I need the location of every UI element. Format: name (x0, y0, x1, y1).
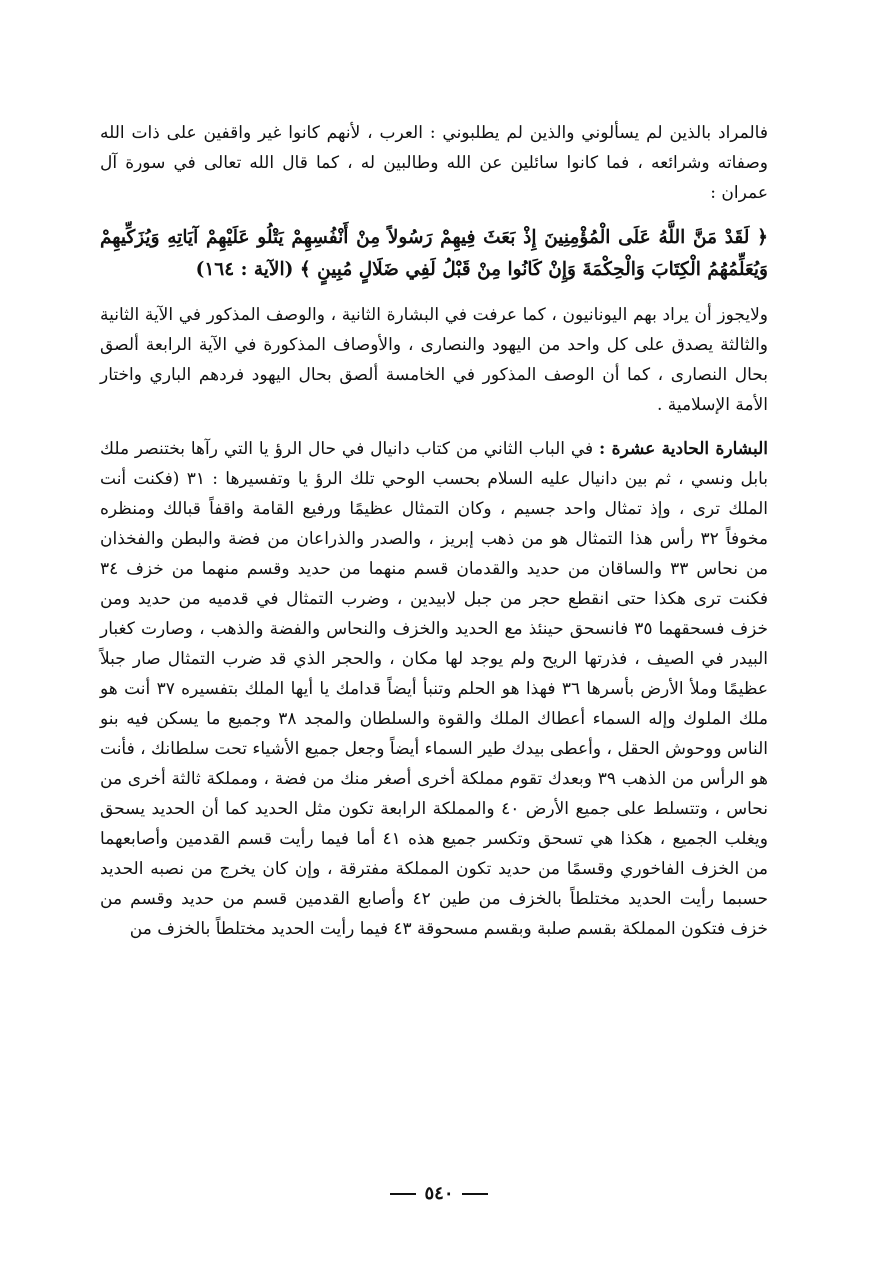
page-footer (0, 1183, 878, 1204)
page-body (100, 118, 768, 944)
verse-reference: (الآية : ١٦٤) (195, 259, 294, 280)
page-number: ٥٤٠ (424, 1183, 454, 1204)
section-body: في الباب الثاني من كتاب دانيال في حال الرؤ يا التي رآها بختنصر ملك بابل ونسي ، ثم بين دانيال عليه السلام بحسب الوحي تلك الرؤ يا وتفسيرها : ٣١ (فكنت أنت الملك ترى ، وإذ تمثال واحد جسيم ، وكان التمثال عظيمًا ورفيع القامة واقفاً قبالك ومنظره مخوفاً ٣٢ رأس هذا التمثال هو من ذهب إبريز ، والصدر والذراعان من فضة والبطن والفخذان من نحاس ٣٣ والساقان من حديد والقدمان قسم منهما من حديد وقسم منهما من خزف ٣٤ فكنت ترى هكذا حتى انقطع حجر من جبل لابيدين ، وضرب التمثال في قدميه من حديد ومن خزف فسحقهما ٣٥ فانسحق حينئذ مع الحديد والخزف والنحاس والفضة والذهب ، وصارت كغبار البيدر في الصيف ، فذرتها الريح ولم يوجد لها مكان ، والحجر الذي قد ضرب التمثال صار جبلاً عظيمًا وملأ الأرض بأسرها ٣٦ فهذا هو الحلم وتنبأ أيضاً قدامك يا أيها الملك بتفسيره ٣٧ أنت هو ملك الملوك وإله السماء أعطاك الملك والقوة والسلطان والمجد ٣٨ وجميع ما يسكن فيه بنو الناس ووحوش الحقل ، وأعطى بيدك طير السماء أيضاً وجعل جميع الأشياء تحت سلطانك ، فأنت هو الرأس من الذهب ٣٩ وبعدك تقوم مملكة أخرى أصغر منك من فضة ، ومملكة ثالثة أخرى من نحاس ، وتتسلط على جميع الأرض ٤٠ والمملكة الرابعة تكون مثل الحديد كما أن الحديد يسحق ويغلب الجميع ، هكذا هي تسحق وتكسر جميع هذه ٤١ أما فيما رأيت قسم القدمين وأصابعهما من الخزف الفاخوري وقسمًا من حديد تكون المملكة مفترقة ، وإن كان يخرج من نصبه الحديد حسبما رأيت الحديد مختلطاً بالخزف من طين ٤٢ وأصابع القدمين قسم من حديد وقسم من خزف فتكون المملكة بقسم صلبة وبقسم مسحوقة ٤٣ فيما رأيت الحديد مختلطاً بالخزف من (100, 439, 769, 939)
paragraph-intro: فالمراد بالذين لم يسألوني والذين لم يطلبوني : العرب ، لأنهم كانوا غير واقفين على ذات الله وصفاته وشرائعه ، فما كانوا سائلين عن الله وطالبين له ، كما قال الله تعالى في سورة آل عمران : (100, 123, 768, 203)
paragraph-commentary: ولايجوز أن يراد بهم اليونانيون ، كما عرفت في البشارة الثانية ، والوصف المذكور في الآية الثانية والثالثة يصدق على كل واحد من اليهود والنصارى ، والأوصاف المذكورة في الآية الرابعة ألصق بحال النصارى ، كما أن الوصف المذكور في الخامسة ألصق بحال اليهود فردهم الباري واختار الأمة الإسلامية . (100, 305, 768, 415)
quran-verse (100, 222, 768, 286)
paragraph-eleventh-prophecy (100, 434, 768, 944)
dash-decoration (462, 1193, 488, 1195)
dash-decoration (390, 1193, 416, 1195)
verse-text: ﴿ لَقَدْ مَنَّ اللَّهُ عَلَى الْمُؤْمِنِينَ إِذْ بَعَثَ فِيهِمْ رَسُولاً مِنْ أَنْفُسِهِمْ يَتْلُو عَلَيْهِمْ آيَاتِهِ وَيُزَكِّيهِمْ وَيُعَلِّمُهُمُ الْكِتَابَ وَالْحِكْمَةَ وَإِنْ كَانُوا مِنْ قَبْلُ لَفِي ضَلَالٍ مُبِينٍ ﴾ (100, 227, 768, 280)
section-heading: البشارة الحادية عشرة : (599, 439, 769, 459)
